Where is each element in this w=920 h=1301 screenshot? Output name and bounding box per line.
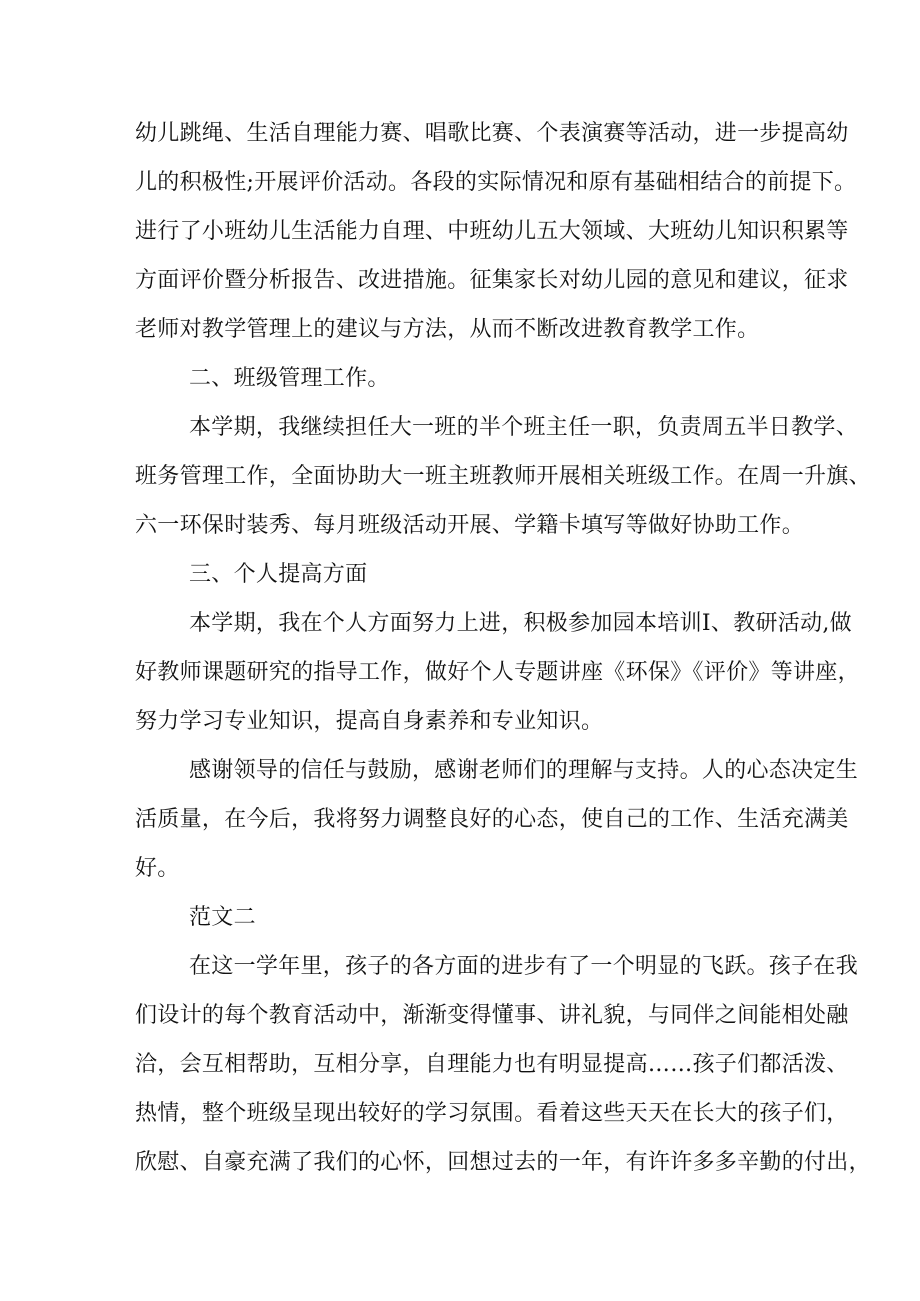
text-line: 本学期，我在个人方面努力上进，积极参加园本培训I、教研活动,做 [189,611,852,636]
text-line: 好。 [135,856,180,881]
text-line: 欣慰、自豪充满了我们的心怀，回想过去的一年，有许许多多辛勤的付出， [135,1150,871,1175]
text-line: 进行了小班幼儿生活能力自理、中班幼儿五大领域、大班幼儿知识积累等 [135,219,849,244]
text-line: 们设计的每个教育活动中，渐渐变得懂事、讲礼貌，与同伴之间能相处融 [135,1003,849,1028]
section-heading: 三、个人提高方面 [189,562,368,587]
text-line: 班务管理工作，全面协助大一班主班教师开展相关班级工作。在周一升旗、 [135,464,871,489]
text-line: 在这一学年里，孩子的各方面的进步有了一个明显的飞跃。孩子在我 [189,954,859,979]
text-line: 活质量，在今后，我将努力调整良好的心态，使自己的工作、生活充满美 [135,807,849,832]
text-line: 本学期，我继续担任大一班的半个班主任一职，负责周五半日教学、 [189,415,859,440]
text-line: 好教师课题研究的指导工作，做好个人专题讲座《环保》《评价》等讲座， [135,660,860,685]
text-line: 感谢领导的信任与鼓励，感谢老师们的理解与支持。人的心态决定生 [189,758,859,783]
text-line: 方面评价暨分析报告、改进措施。征集家长对幼儿园的意见和建议，征求 [135,268,849,293]
text-line: 六一环保时装秀、每月班级活动开展、学籍卡填写等做好协助工作。 [135,513,805,538]
text-line: 洽，会互相帮助，互相分享，自理能力也有明显提高……孩子们都活泼、 [135,1052,849,1077]
section-heading: 二、班级管理工作。 [189,366,390,391]
text-line: 努力学习专业知识，提高自身素养和专业知识。 [135,709,604,734]
text-line: 热情，整个班级呈现出较好的学习氛围。看着这些天天在长大的孩子们， [135,1101,849,1126]
section-heading: 范文二 [189,905,256,930]
text-line: 儿的积极性;开展评价活动。各段的实际情况和原有基础相结合的前提下。 [135,170,857,195]
text-line: 老师对教学管理上的建议与方法，从而不断改进教育教学工作。 [135,317,760,342]
text-line: 幼儿跳绳、生活自理能力赛、唱歌比赛、个表演赛等活动，进一步提高幼 [135,121,849,146]
